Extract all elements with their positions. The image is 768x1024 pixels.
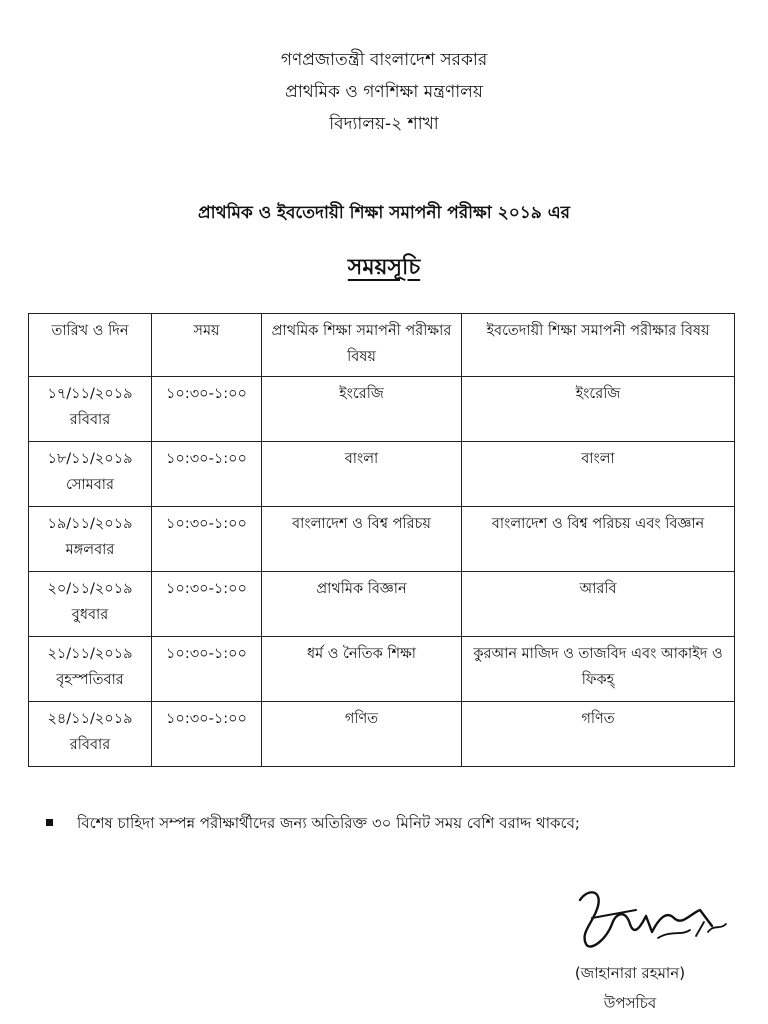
ebtedayee-subject-cell: আরবি [462,572,735,637]
signer-designation: উপসচিব [603,994,657,1012]
special-needs-note [46,812,746,837]
schedule-heading-text: সময়সূচি [347,255,421,280]
exam-date: ২০/১১/২০১৯ [47,581,133,597]
exam-day: বৃহস্পতিবার [56,672,124,688]
primary-subject-cell: বাংলাদেশ ও বিশ্ব পরিচয় [262,507,462,572]
time-cell: ১০:৩০-১:০০ [152,572,262,637]
date-day-cell [29,507,152,572]
table-row [29,442,735,507]
exam-day: সোমবার [66,477,114,493]
date-day-cell [29,377,152,442]
table-row [29,507,735,572]
handwritten-signature [540,880,750,960]
header-primary-subject: প্রাথমিক শিক্ষা সমাপনী পরীক্ষার বিষয় [262,314,462,377]
exam-schedule-table [28,313,735,767]
exam-title: প্রাথমিক ও ইবতেদায়ী শিক্ষা সমাপনী পরীক্ষা ২০১৯ এর [197,203,571,223]
ebtedayee-subject-cell: গণিত [462,702,735,767]
note-text: বিশেষ চাহিদা সম্পন্ন পরীক্ষার্থীদের জন্য অতিরিক্ত ৩০ মিনিট সময় বেশি বরাদ্দ থাকবে; [77,814,580,832]
exam-date: ১৮/১১/২০১৯ [47,451,133,467]
table-row [29,572,735,637]
exam-day: রবিবার [69,412,111,428]
government-name: গণপ্রজাতন্ত্রী বাংলাদেশ সরকার [280,50,488,70]
header-date-day: তারিখ ও দিন [29,314,152,377]
exam-day: মঙ্গলবার [65,542,115,558]
header-time: সময় [152,314,262,377]
time-cell: ১০:৩০-১:০০ [152,702,262,767]
signer-name: (জাহানারা রহমান) [574,964,686,982]
time-cell: ১০:৩০-১:০০ [152,442,262,507]
exam-day: রবিবার [69,737,111,753]
primary-subject-cell: গণিত [262,702,462,767]
ebtedayee-subject-cell: কুরআন মাজিদ ও তাজবিদ এবং আকাইদ ও ফিকহ্ [462,637,735,702]
ministry-name: প্রাথমিক ও গণশিক্ষা মন্ত্রণালয় [285,82,483,102]
date-day-cell [29,572,152,637]
exam-date: ২১/১১/২০১৯ [47,646,133,662]
square-bullet-icon [46,819,53,826]
ebtedayee-subject-cell: বাংলা [462,442,735,507]
date-day-cell [29,702,152,767]
primary-subject-cell: ইংরেজি [262,377,462,442]
table-header-row [29,314,735,377]
exam-day: বুধবার [71,607,109,623]
time-cell: ১০:৩০-১:০০ [152,377,262,442]
primary-subject-cell: ধর্ম ও নৈতিক শিক্ষা [262,637,462,702]
table-row [29,702,735,767]
date-day-cell [29,637,152,702]
primary-subject-cell: প্রাথমিক বিজ্ঞান [262,572,462,637]
header-ebtedayee-subject: ইবতেদায়ী শিক্ষা সমাপনী পরীক্ষার বিষয় [462,314,735,377]
exam-date: ২৪/১১/২০১৯ [47,711,133,727]
primary-subject-cell: বাংলা [262,442,462,507]
table-row [29,377,735,442]
ebtedayee-subject-cell: বাংলাদেশ ও বিশ্ব পরিচয় এবং বিজ্ঞান [462,507,735,572]
table-row [29,637,735,702]
time-cell: ১০:৩০-১:০০ [152,637,262,702]
branch-name: বিদ্যালয়-২ শাখা [329,114,439,134]
exam-date: ১৯/১১/২০১৯ [47,516,133,532]
date-day-cell [29,442,152,507]
exam-date: ১৭/১১/২০১৯ [47,386,133,402]
time-cell: ১০:৩০-১:০০ [152,507,262,572]
ebtedayee-subject-cell: ইংরেজি [462,377,735,442]
document-header [0,44,768,140]
schedule-heading [0,250,768,287]
